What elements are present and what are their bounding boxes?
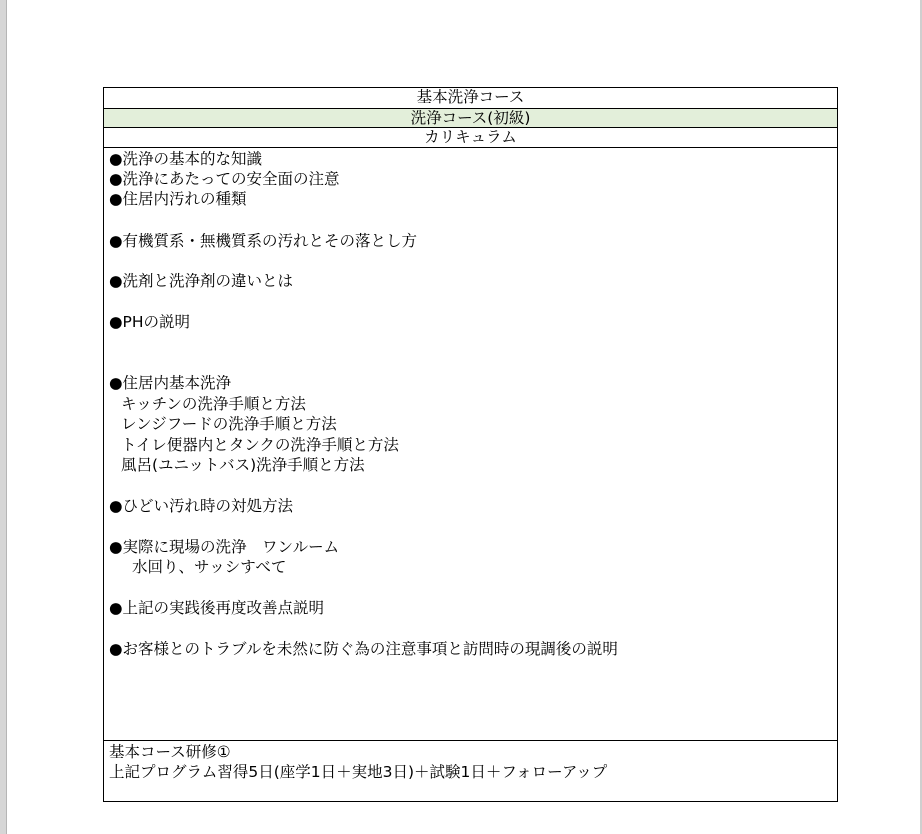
course-subtitle: 洗浄コース(初級) [104, 108, 837, 128]
curriculum-subitem: キッチンの洗浄手順と方法 [121, 395, 306, 413]
curriculum-item: ●PHの説明 [109, 313, 191, 331]
footer-course-name: 基本コース研修① [109, 743, 231, 761]
curriculum-item: ●有機質系・無機質系の汚れとその落とし方 [109, 232, 418, 250]
curriculum-item: ●洗浄にあたっての安全面の注意 [109, 170, 340, 188]
curriculum-item: ●洗浄の基本的な知識 [109, 150, 263, 168]
curriculum-item: ●上記の実践後再度改善点説明 [109, 599, 325, 617]
curriculum-subitem: 風呂(ユニットバス)洗浄手順と方法 [121, 456, 365, 474]
footer-program: 上記プログラム習得5日(座学1日＋実地3日)＋試験1日＋フォローアップ [109, 763, 608, 781]
course-title: 基本洗浄コース [416, 88, 525, 106]
curriculum-item: ●実際に現場の洗浄 ワンルーム [109, 538, 340, 556]
curriculum-subitem: トイレ便器内とタンクの洗浄手順と方法 [121, 436, 399, 454]
curriculum-item: ●住居内基本洗浄 [109, 374, 232, 392]
footer-divider [104, 740, 837, 741]
curriculum-sheet [103, 87, 838, 802]
curriculum-subitem: レンジフードの洗浄手順と方法 [121, 415, 337, 433]
curriculum-item: ●住居内汚れの種類 [109, 190, 247, 208]
curriculum-item: ●お客様とのトラブルを未然に防ぐ為の注意事項と訪問時の現調後の説明 [109, 640, 618, 658]
curriculum-heading: カリキュラム [104, 128, 837, 148]
curriculum-item: ●ひどい汚れ時の対処方法 [109, 497, 294, 515]
curriculum-subitem: 水回り、サッシすべて [132, 558, 287, 576]
document-page [7, 0, 920, 834]
curriculum-item: ●洗剤と洗浄剤の違いとは [109, 272, 294, 290]
